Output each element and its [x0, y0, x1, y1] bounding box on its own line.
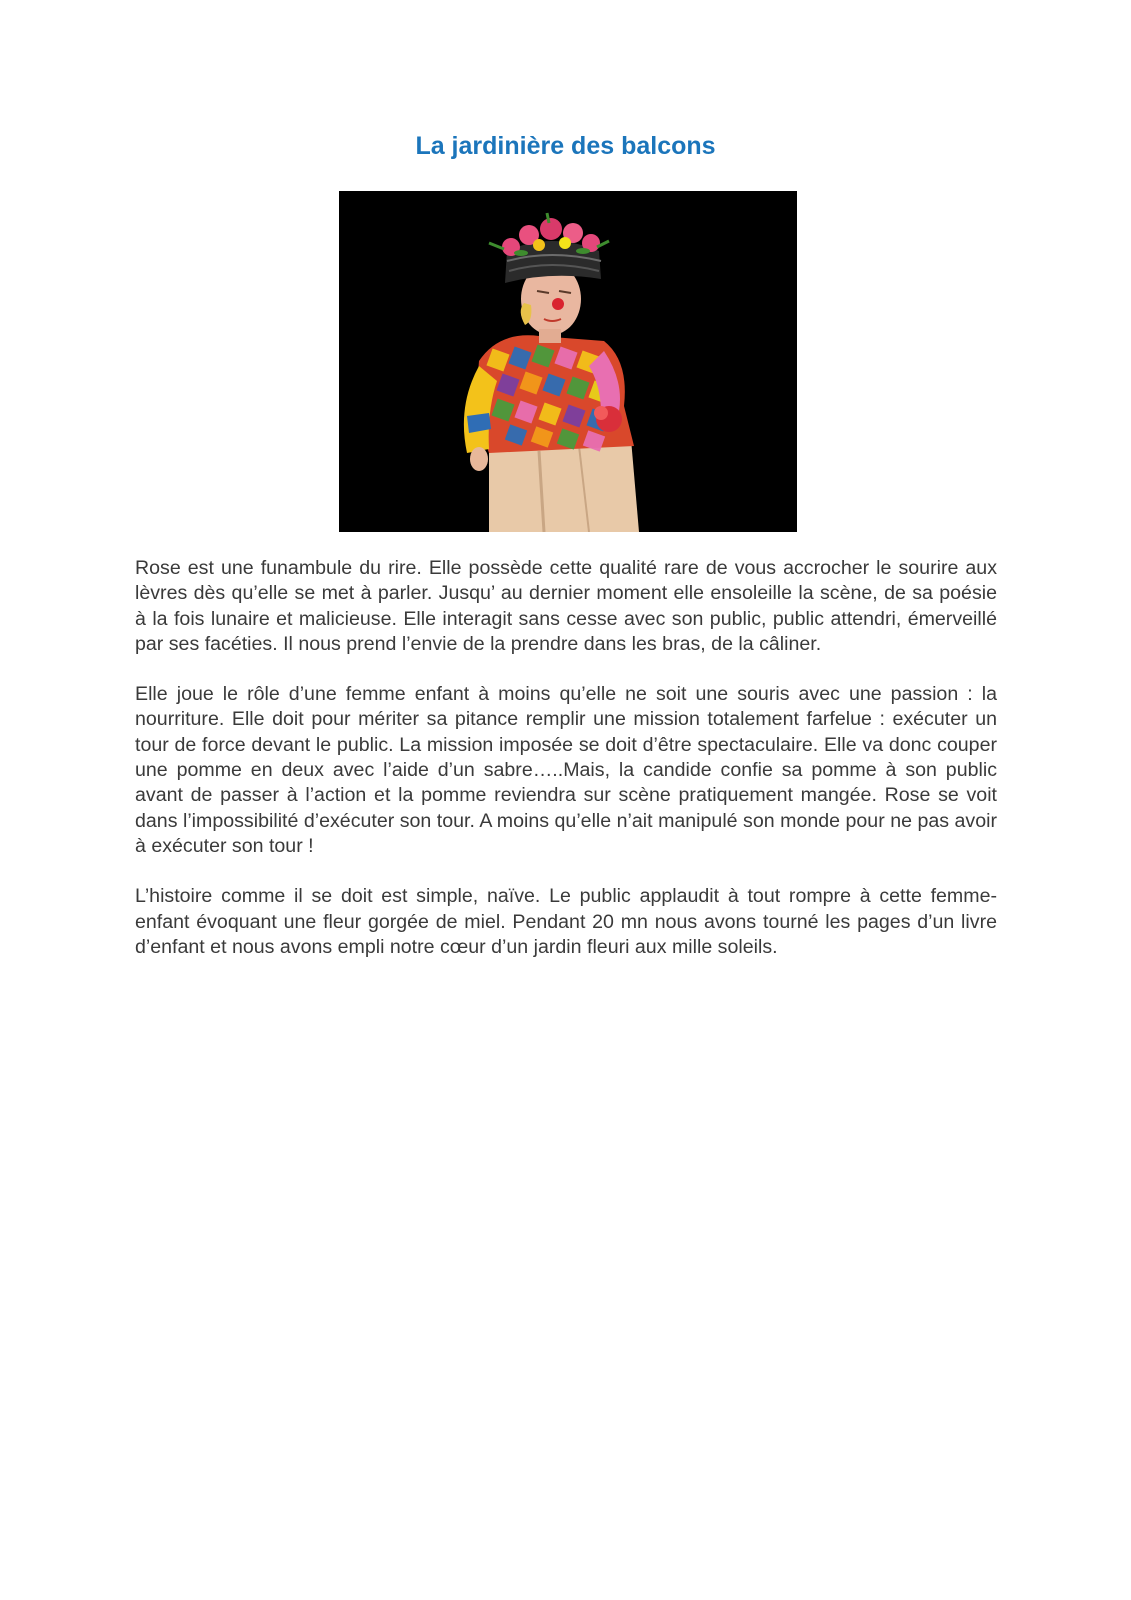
- paragraph-3: L’histoire comme il se doit est simple, naïve. Le public applaudit à tout rompre à cette femme-enfant évoquant une fleur gorgée de miel. Pendant 20 mn nous avons tourné les pages d’un livre d’enfant et nous avons empli notre cœur d’un jardin fleuri aux mille soleils.: [135, 885, 997, 958]
- page-title: La jardinière des balcons: [415, 132, 716, 160]
- clown-performer-photo: [339, 191, 797, 532]
- paragraph-2: Elle joue le rôle d’une femme enfant à moins qu’elle ne soit une souris avec une passion : la nourriture. Elle doit pour mériter sa pitance remplir une mission totalement farfelue : exécuter un tour de force devant le public. La mission imposée se doit d’être spectaculaire. Elle va donc couper une pomme en deux avec l’aide d’un sabre…..Mais, la candide confie sa pomme à son public avant de passer à l’action et la pomme reviendra sur scène pratiquement mangée. Rose se voit dans l’impossibilité d’exécuter son tour. A moins qu’elle n’ait manipulé son monde pour ne pas avoir à exécuter son tour !: [135, 683, 997, 857]
- paragraph-1: Rose est une funambule du rire. Elle possède cette qualité rare de vous accrocher le sourire aux lèvres dès qu’elle se met à parler. Jusqu’ au dernier moment elle ensoleille la scène, de sa poésie à la fois lunaire et malicieuse. Elle interagit sans cesse avec son public, public attendri, émerveillé par ses facéties. Il nous prend l’envie de la prendre dans les bras, de la câliner.: [135, 557, 997, 655]
- photo-illustration: [339, 191, 797, 532]
- article-body: [135, 556, 997, 985]
